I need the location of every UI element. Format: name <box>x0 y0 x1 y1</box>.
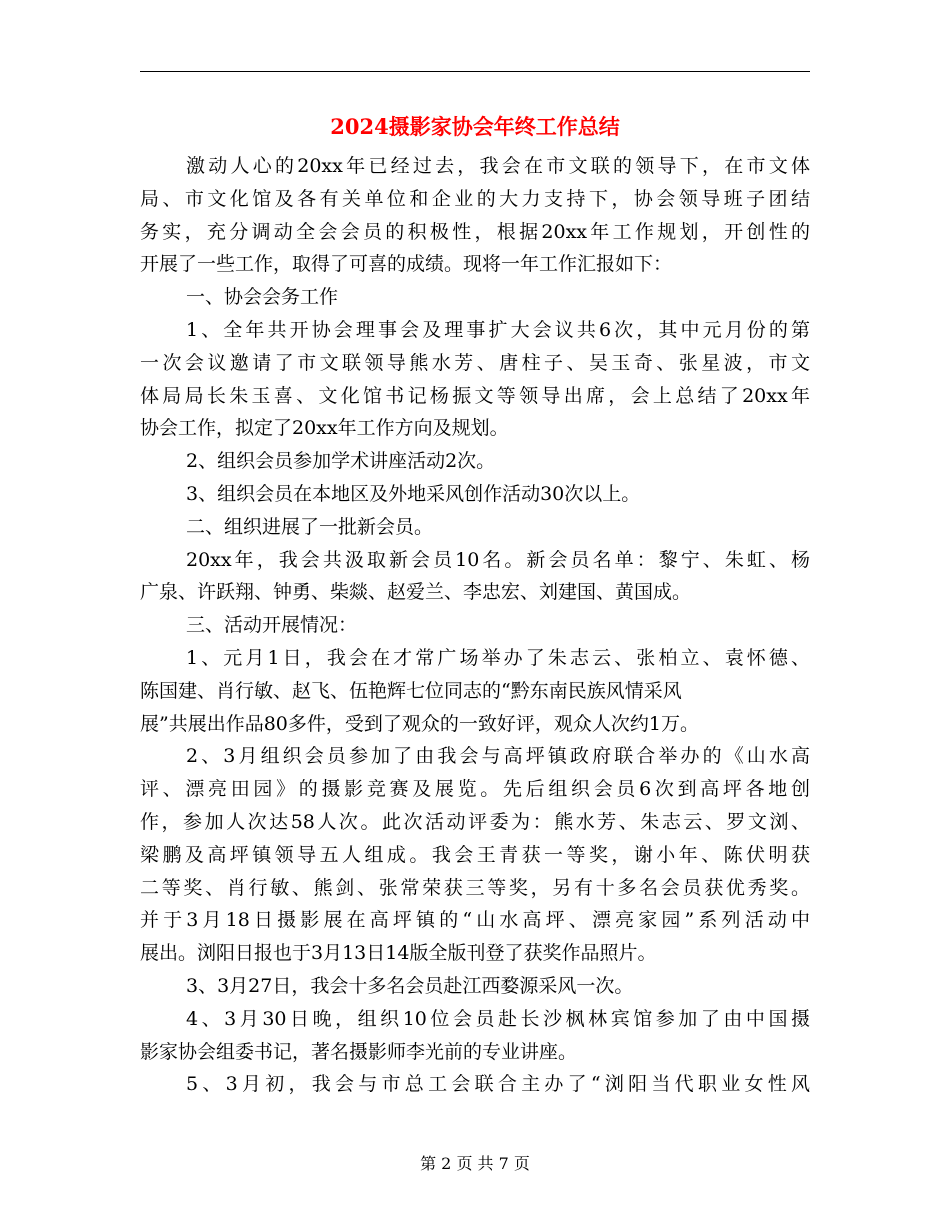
body-line: 一次会议邀请了市文联领导熊水芳、唐柱子、吴玉奇、张星波，市文 <box>140 351 810 374</box>
body-line: 并于3月18日摄影展在高坪镇的“山水高坪、漂亮家园”系列活动中 <box>140 909 810 932</box>
body-line: 局、市文化馆及各有关单位和企业的大力支持下，协会领导班子团结 <box>140 187 810 210</box>
body-line: 1、元月1日，我会在才常广场举办了朱志云、张柏立、袁怀德、 <box>186 646 810 669</box>
body-line: 广泉、许跃翔、钟勇、柴燚、赵爱兰、李忠宏、刘建国、黄国成。 <box>140 581 692 604</box>
body-line: 二等奖、肖行敏、熊剑、张常荣获三等奖，另有十多名会员获优秀奖。 <box>140 876 810 899</box>
body-line: 梁鹏及高坪镇领导五人组成。我会王青获一等奖，谢小年、陈伏明获 <box>140 843 810 866</box>
body-line: 三、活动开展情况： <box>186 614 358 637</box>
body-line: 作，参加人次达58人次。此次活动评委为：熊水芳、朱志云、罗文浏、 <box>140 810 810 833</box>
document-body <box>140 150 810 1101</box>
body-line: 陈国建、肖行敏、赵飞、伍艳辉七位同志的“黔东南民族风情采风 <box>140 679 682 702</box>
body-line: 激动人心的20xx年已经过去，我会在市文联的领导下，在市文体 <box>186 155 810 177</box>
body-line: 3、3月27日，我会十多名会员赴江西婺源采风一次。 <box>186 974 634 997</box>
header-rule <box>140 71 810 72</box>
body-line: 务实，充分调动全会会员的积极性，根据20xx年工作规划，开创性的 <box>140 220 810 243</box>
body-line: 二、组织进展了一批新会员。 <box>186 515 434 538</box>
body-line: 2、组织会员参加学术讲座活动2次。 <box>186 450 496 473</box>
body-line: 评、漂亮田园》的摄影竞赛及展览。先后组织会员6次到高坪各地创 <box>140 778 810 801</box>
body-line: 1、全年共开协会理事会及理事扩大会议共6次，其中元月份的第 <box>186 318 810 341</box>
body-line: 影家协会组委书记，著名摄影师李光前的专业讲座。 <box>140 1040 578 1063</box>
body-line: 一、协会会务工作 <box>186 286 339 309</box>
document-title: 2024摄影家协会年终工作总结 <box>330 114 620 139</box>
body-line: 开展了一些工作，取得了可喜的成绩。现将一年工作汇报如下： <box>140 253 673 276</box>
body-line: 4、3月30日晚，组织10位会员赴长沙枫林宾馆参加了由中国摄 <box>186 1007 810 1030</box>
body-line: 20xx年，我会共汲取新会员10名。新会员名单：黎宁、朱虹、杨 <box>186 548 810 571</box>
body-line: 展”共展出作品80多件，受到了观众的一致好评，观众人次约1万。 <box>140 712 699 735</box>
body-line: 5、3月初，我会与市总工会联合主办了“浏阳当代职业女性风 <box>186 1073 810 1096</box>
body-line: 协会工作，拟定了20xx年工作方向及规划。 <box>140 417 509 440</box>
body-line: 展出。浏阳日报也于3月13日14版全版刊登了获奖作品照片。 <box>140 942 657 965</box>
body-line: 体局局长朱玉喜、文化馆书记杨振文等领导出席，会上总结了20xx年 <box>140 384 810 407</box>
page-indicator: 第 2 页 共 7 页 <box>420 1154 530 1173</box>
body-line: 3、组织会员在本地区及外地采风创作活动30次以上。 <box>186 482 641 505</box>
body-line: 2、3月组织会员参加了由我会与高坪镇政府联合举办的《山水高 <box>186 745 810 768</box>
